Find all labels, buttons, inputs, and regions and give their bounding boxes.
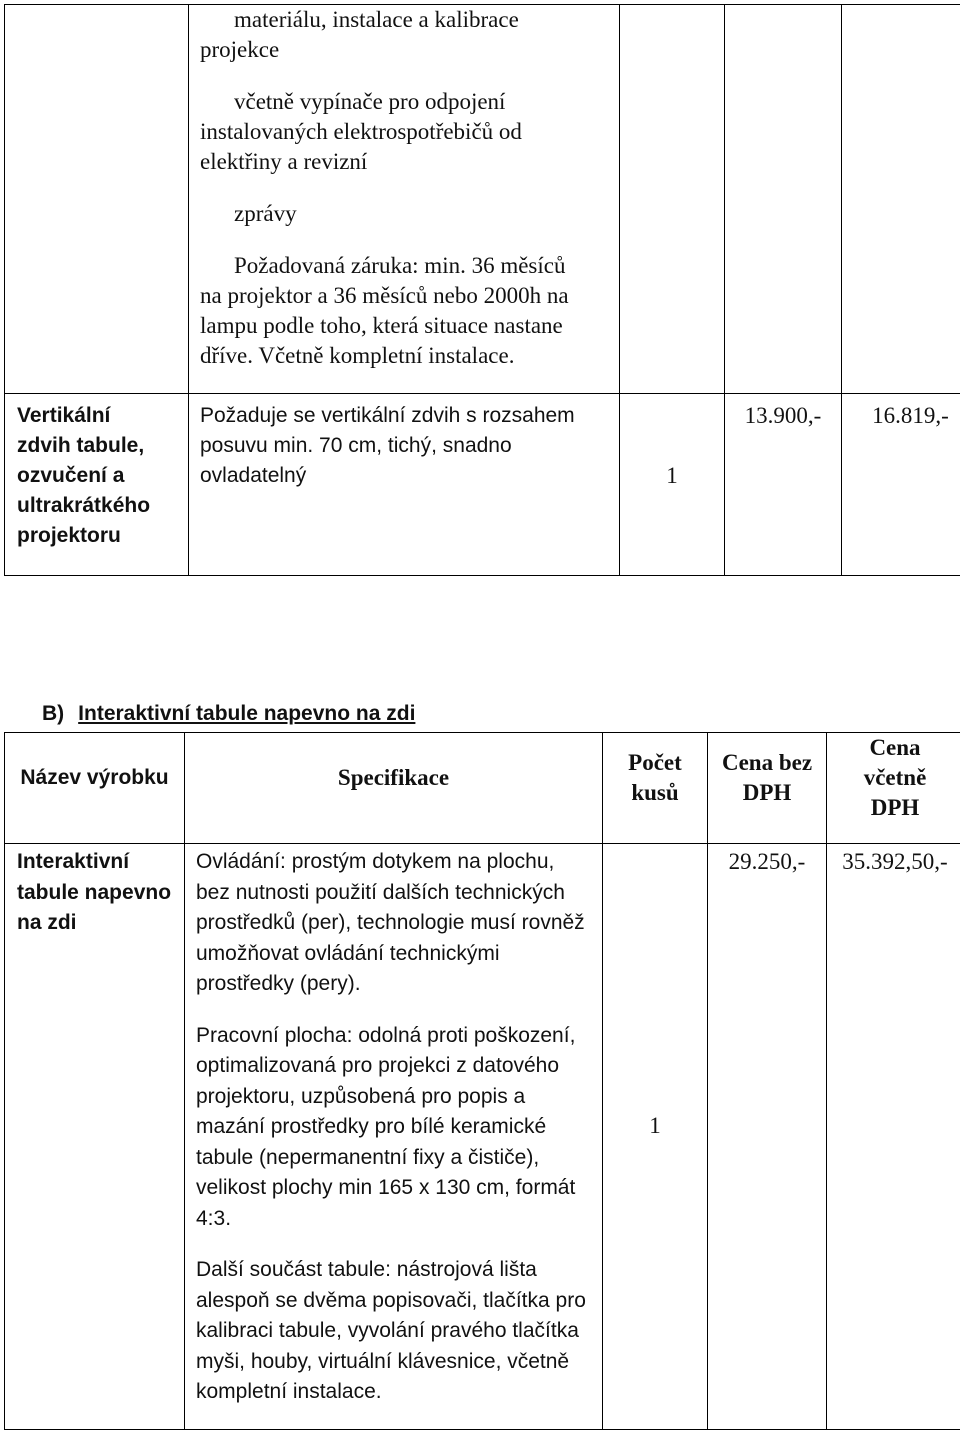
quantity: 1: [603, 844, 708, 1430]
product-name: Interaktivní tabule napevno na zdi: [5, 844, 185, 1430]
price-excl-vat: 29.250,-: [708, 844, 827, 1430]
product-name-cell: [5, 5, 189, 394]
specification-cell: [189, 5, 620, 394]
header-price-excl-vat: Cena bez DPH: [708, 733, 827, 844]
specification-paragraph: včetně vypínače pro odpojení instalovaných elektrospotřebičů od elektřiny a revizní: [200, 89, 522, 174]
price-incl-vat: 16.819,-: [842, 394, 960, 576]
section-heading: [42, 699, 415, 729]
price-incl-vat-cell: [842, 5, 960, 394]
quantity-cell: [620, 5, 725, 394]
price-excl-vat: 13.900,-: [725, 394, 842, 576]
specification-paragraph: Pracovní plocha: odolná proti poškození, optimalizovaná pro projekci z datového projektoru, uzpůsobená pro popis a mazání prostředky pro bílé keramické tabule (nepermanentní fixy a čističe), velikost plochy min 165 x 130 cm, formát 4:3.: [196, 1023, 576, 1230]
interactive-whiteboard-table: [4, 732, 960, 1430]
table-row: [5, 844, 960, 1430]
continued-equipment-table: [4, 4, 960, 576]
specification-paragraph: materiálu, instalace a kalibrace projekce: [200, 7, 519, 62]
section-label: B): [42, 702, 65, 725]
product-name: Vertikální zdvih tabule, ozvučení a ultrakrátkého projektoru: [5, 394, 189, 576]
header-quantity: Počet kusů: [603, 733, 708, 844]
header-product-name: Název výrobku: [5, 733, 185, 844]
specification-paragraph: Další součást tabule: nástrojová lišta alespoň se dvěma popisovači, tlačítka pro kalibraci tabule, vyvolání pravého tlačítka myši, houby, virtuální klávesnice, včetně kompletní instalace.: [196, 1258, 586, 1403]
specification-paragraph: Požadovaná záruka: min. 36 měsíců na projektor a 36 měsíců nebo 2000h na lampu podle toho, která situace nastane dříve. Včetně kompletní instalace.: [200, 253, 569, 368]
section-title: Interaktivní tabule napevno na zdi: [78, 702, 416, 725]
header-specification: Specifikace: [185, 733, 603, 844]
continued-table-row: [5, 5, 960, 394]
specification-paragraph: Ovládání: prostým dotykem na plochu, bez nutnosti použití dalších technických prostředků (per), technologie musí rovněž umožňovat ovládání technickými prostředky (pery).: [196, 850, 585, 995]
header-price-incl-vat: Cena včetně DPH: [827, 733, 960, 844]
price-excl-vat-cell: [725, 5, 842, 394]
price-incl-vat: 35.392,50,-: [827, 844, 960, 1430]
product-specification: [185, 844, 603, 1430]
table-header-row: [5, 733, 960, 844]
quantity: 1: [620, 394, 725, 576]
table-row: [5, 394, 960, 576]
specification-paragraph: zprávy: [234, 201, 297, 226]
product-specification: Požaduje se vertikální zdvih s rozsahem posuvu min. 70 cm, tichý, snadno ovladatelný: [189, 394, 620, 576]
